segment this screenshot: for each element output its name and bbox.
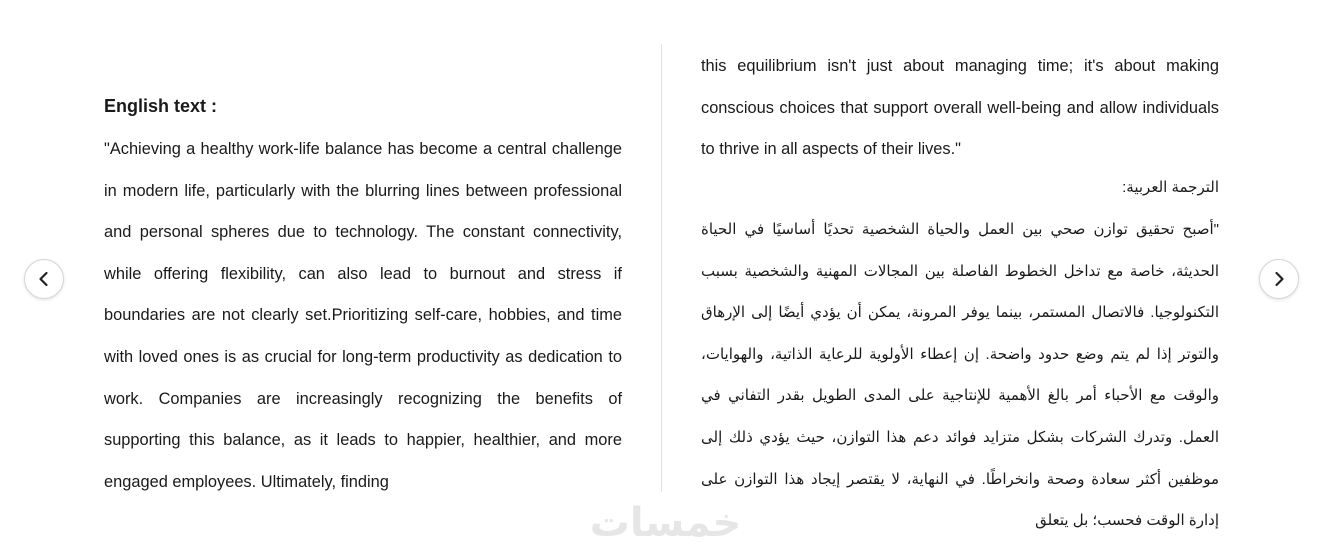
previous-page-button[interactable] bbox=[24, 259, 64, 299]
left-page bbox=[104, 44, 622, 494]
arabic-text-body: "أصبح تحقيق توازن صحي بين العمل والحياة الشخصية تحديًا أساسيًا في الحياة الحديثة، خاصة مع تداخل الخطوط الفاصلة بين المجالات المهنية والشخصية بسبب التكنولوجيا. فالاتصال المستمر، بينما يوفر المرونة، يمكن أن يؤدي أيضًا إلى الإرهاق والتوتر إذا لم يتم وضع حدود واضحة. إن إعطاء الأولوية للرعاية الذاتية، والهوايات، والوقت مع الأحباء أمر بالغ الأهمية للإنتاجية على المدى الطويل بقدر التفاني في العمل. وتدرك الشركات بشكل متزايد فوائد دعم هذا التوازن، حيث يؤدي ذلك إلى موظفين أكثر سعادة وصحة وانخراطًا. في النهاية، لا يقتصر إيجاد هذا التوازن على إدارة الوقت فحسب؛ بل يتعلق bbox=[701, 221, 1219, 530]
english-heading: English text : bbox=[104, 96, 218, 116]
watermark-logo: خمسات bbox=[589, 501, 742, 545]
arabic-heading: الترجمة العربية: bbox=[1122, 179, 1219, 196]
english-text-continued: this equilibrium isn't just about managing time; it's about making conscious choices that support overall well-being and allow individuals to thrive in all aspects of their lives." bbox=[701, 57, 1219, 159]
page-divider bbox=[661, 44, 662, 492]
right-page bbox=[701, 44, 1219, 530]
chevron-right-icon bbox=[1271, 271, 1287, 287]
next-page-button[interactable] bbox=[1259, 259, 1299, 299]
chevron-left-icon bbox=[36, 271, 52, 287]
english-text-body: "Achieving a healthy work-life balance has become a central challenge in modern life, particularly with the blurring lines between professional and personal spheres due to technology. The constant connectivity, while offering flexibility, can also lead to burnout and stress if boundaries are not clearly set.Prioritizing self-care, hobbies, and time with loved ones is as crucial for long-term productivity as dedication to work. Companies are increasingly recognizing the benefits of supporting this balance, as it leads to happier, healthier, and more engaged employees. Ultimately, finding bbox=[104, 140, 622, 491]
